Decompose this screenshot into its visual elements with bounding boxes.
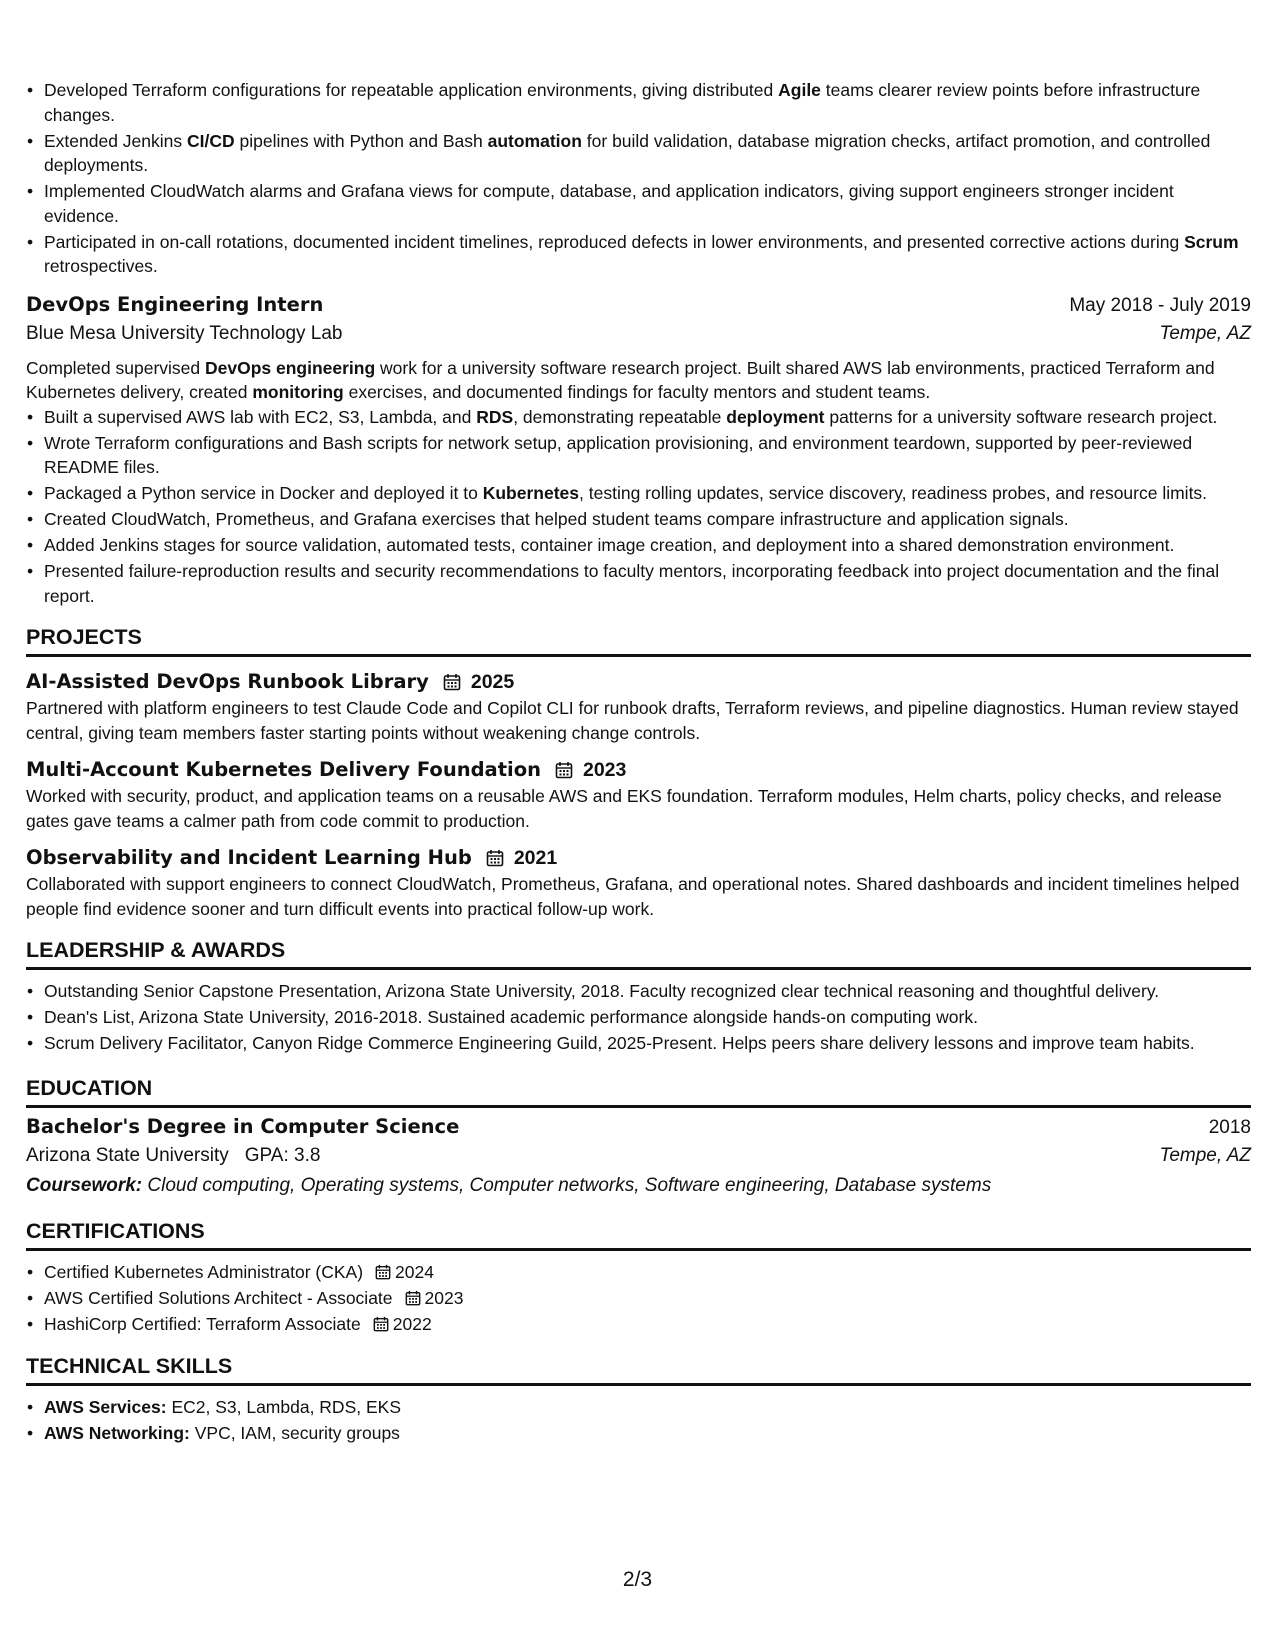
list-item: [44, 1260, 1251, 1285]
project-year: 2021: [513, 847, 558, 869]
calendar-icon: [443, 673, 461, 691]
list-item: [44, 1312, 1251, 1337]
calendar-icon: [555, 761, 573, 779]
coursework-label: Coursework:: [26, 1174, 143, 1196]
list-item: • Built a supervised AWS lab with EC2, S3, Lambda, and RDS, demonstrating repeatable deployment patterns for a university software research project.: [44, 405, 1251, 430]
project-header: [26, 668, 1251, 696]
list-item: • Added Jenkins stages for source validation, automated tests, container image creation, and deployment into a shared demonstration environment.: [44, 533, 1251, 558]
project-entry: [26, 756, 1251, 833]
certification-name: • HashiCorp Certified: Terraform Associate: [44, 1313, 361, 1334]
list-item: • Extended Jenkins CI/CD pipelines with Python and Bash automation for build validation, database migration checks, artifact promotion, and controlled deployments.: [44, 129, 1251, 178]
list-item: • Outstanding Senior Capstone Presentation, Arizona State University, 2018. Faculty recognized clear technical reasoning and thoughtful delivery.: [44, 979, 1251, 1004]
certifications-list: [26, 1260, 1251, 1337]
skills-list: [26, 1395, 1251, 1446]
school-name: Arizona State University: [26, 1144, 229, 1166]
emphasized-keyword: RDS: [476, 406, 514, 427]
project-header: [26, 844, 1251, 872]
gpa: GPA: 3.8: [244, 1144, 321, 1166]
project-title: AI-Assisted DevOps Runbook Library: [26, 670, 429, 693]
list-item: • Participated in on-call rotations, documented incident timelines, reproduced defects in lower environments, and presented corrective actions during Scrum retrospectives.: [44, 230, 1251, 279]
project-header: [26, 756, 1251, 784]
certification-year: 2023: [424, 1287, 464, 1308]
job-header: [26, 291, 1251, 320]
list-item: [44, 1286, 1251, 1311]
project-year: 2023: [582, 759, 627, 781]
emphasized-keyword: Scrum: [1184, 231, 1239, 252]
section-heading-technical-skills: TECHNICAL SKILLS: [26, 1352, 1251, 1386]
emphasized-keyword: deployment: [726, 406, 825, 427]
certification-name: • AWS Certified Solutions Architect - Associate: [44, 1287, 393, 1308]
job-entry: [26, 291, 1251, 609]
job-bullet-list: [26, 78, 1251, 279]
section-heading-education: EDUCATION: [26, 1074, 1251, 1108]
list-item: • Implemented CloudWatch alarms and Grafana views for compute, database, and application indicators, giving support engineers stronger incident evidence.: [44, 179, 1251, 228]
project-description: Worked with security, product, and application teams on a reusable AWS and EKS foundation. Terraform modules, Helm charts, policy checks, and release gates gave teams a calmer path from code commit to production.: [26, 786, 1222, 831]
section-heading-certifications: CERTIFICATIONS: [26, 1217, 1251, 1251]
project-description: Collaborated with support engineers to connect CloudWatch, Prometheus, Grafana, and operational notes. Shared dashboards and incident timelines helped people find evidence sooner and turn difficult events into practical follow-up work.: [26, 874, 1240, 919]
coursework-list: Cloud computing, Operating systems, Computer networks, Software engineering, Database systems: [147, 1174, 992, 1196]
education-header: [26, 1113, 1251, 1142]
calendar-icon: [373, 1316, 389, 1332]
list-item: • Wrote Terraform configurations and Bash scripts for network setup, application provisioning, and environment teardown, supported by peer-reviewed README files.: [44, 431, 1251, 480]
job-dates: May 2018 - July 2019: [1069, 294, 1251, 316]
emphasized-keyword: monitoring: [252, 382, 344, 402]
list-item: • Packaged a Python service in Docker and deployed it to Kubernetes, testing rolling updates, service discovery, readiness probes, and resource limits.: [44, 481, 1251, 506]
education-subheader: [26, 1142, 1251, 1170]
emphasized-keyword: automation: [487, 130, 582, 151]
list-item: • Dean's List, Arizona State University, 2016-2018. Sustained academic performance alongside hands-on computing work.: [44, 1005, 1251, 1030]
job-location: Tempe, AZ: [1159, 322, 1251, 344]
skill-value: EC2, S3, Lambda, RDS, EKS: [171, 1397, 401, 1417]
graduation-year: 2018: [1208, 1116, 1251, 1138]
leadership-list: [26, 979, 1251, 1056]
certification-year: 2024: [395, 1261, 434, 1282]
job-subheader: [26, 320, 1251, 348]
skill-label: AWS Networking:: [44, 1423, 190, 1443]
emphasized-keyword: DevOps engineering: [204, 357, 376, 378]
calendar-icon: [486, 849, 504, 867]
list-item: • Created CloudWatch, Prometheus, and Grafana exercises that helped student teams compare infrastructure and application signals.: [44, 507, 1251, 532]
education-entry: [26, 1113, 1251, 1200]
school-line: [26, 1142, 320, 1170]
job-title: DevOps Engineering Intern: [26, 292, 324, 316]
list-item: [44, 1395, 1251, 1420]
section-heading-leadership: LEADERSHIP & AWARDS: [26, 936, 1251, 970]
degree-title: Bachelor's Degree in Computer Science: [26, 1114, 460, 1138]
job-bullet-list: [26, 405, 1251, 609]
emphasized-keyword: CI/CD: [187, 130, 235, 151]
certification-name: • Certified Kubernetes Administrator (CKA): [44, 1261, 364, 1282]
list-item: • Scrum Delivery Facilitator, Canyon Ridge Commerce Engineering Guild, 2025-Present. Helps peers share delivery lessons and improve team habits.: [44, 1031, 1251, 1056]
job-summary: Completed supervised DevOps engineering work for a university software research project. Built shared AWS lab environments, practiced Terraform and Kubernetes delivery, created monitoring exercises, and documented findings for faculty mentors and student teams.: [26, 357, 1215, 402]
page-number: 2/3: [622, 1568, 653, 1591]
list-item: • Presented failure-reproduction results and security recommendations to faculty mentors, incorporating feedback into project documentation and the final report.: [44, 559, 1251, 608]
certification-year: 2022: [392, 1313, 432, 1334]
skill-label: AWS Services:: [44, 1397, 167, 1417]
list-item: • Developed Terraform configurations for repeatable application environments, giving distributed Agile teams clearer review points before infrastructure changes.: [44, 78, 1251, 127]
list-item: [44, 1421, 1251, 1446]
coursework: [26, 1172, 1251, 1200]
emphasized-keyword: Agile: [778, 80, 821, 100]
skill-value: VPC, IAM, security groups: [194, 1423, 400, 1443]
school-location: Tempe, AZ: [1159, 1144, 1251, 1166]
projects-list: [26, 668, 1251, 921]
job-organization: Blue Mesa University Technology Lab: [26, 322, 343, 344]
project-entry: [26, 668, 1251, 745]
project-entry: [26, 844, 1251, 921]
project-description: Partnered with platform engineers to test Claude Code and Copilot CLI for runbook drafts, Terraform reviews, and pipeline diagnostics. Human review stayed central, giving team members faster starting points without weakening change controls.: [26, 698, 1239, 743]
section-heading-projects: PROJECTS: [26, 623, 1251, 657]
emphasized-keyword: Kubernetes: [482, 483, 580, 503]
resume-page: [26, 78, 1251, 1447]
project-title: Observability and Incident Learning Hub: [26, 846, 472, 869]
project-title: Multi-Account Kubernetes Delivery Foundation: [26, 758, 541, 781]
project-year: 2025: [470, 671, 515, 693]
calendar-icon: [375, 1264, 391, 1280]
calendar-icon: [405, 1290, 421, 1306]
